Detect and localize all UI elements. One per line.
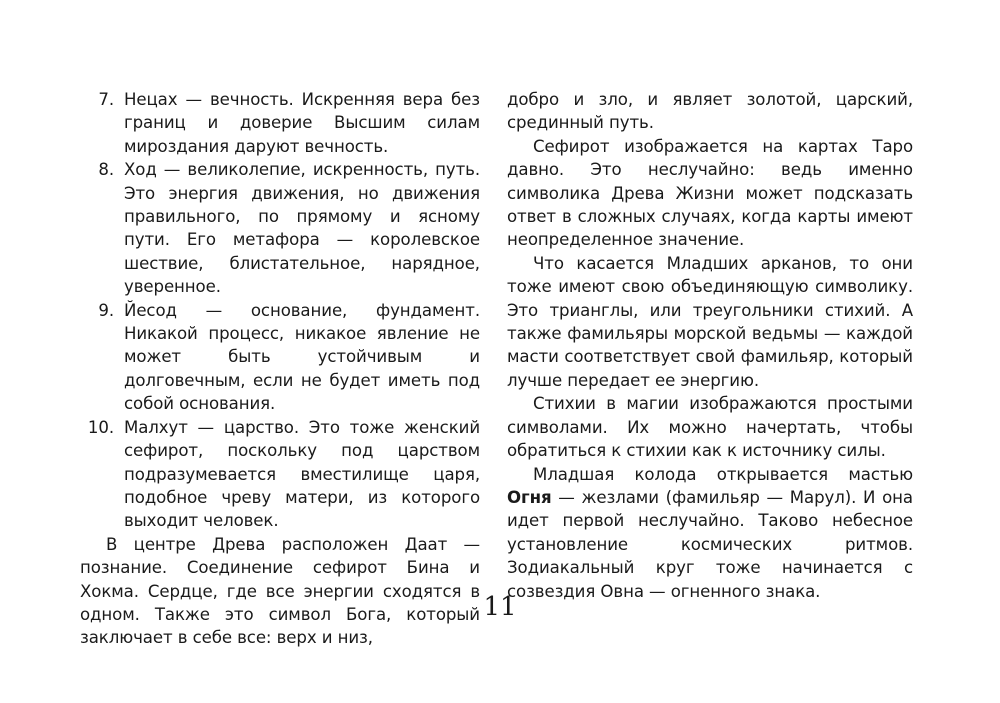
fire-suit-paragraph [507,463,913,603]
list-number: 10. [87,417,114,437]
fire-rest-text: — жезлами (фамильяр — Марул). И она идет первой неслучайно. Таково небесное установление космических ритмов. Зодиакальный круг тоже начинается с созвездия Овна — огненного знака. [507,487,913,601]
list-item [80,416,480,533]
list-number: 8. [98,160,114,180]
fire-bold-word: Огня [507,487,552,507]
list-number: 7. [98,90,114,109]
page-number: 11 [483,592,517,622]
tarot-paragraph: Сефирот изображается на картах Таро давно. Это неслучайно: ведь именно символика Древа Жизни может подсказать ответ в сложных случаях, когда карты имеют неопределенное значение. [507,136,913,250]
list-item [80,88,480,158]
daat-paragraph: В центре Древа расположен Даат — познание. Соединение сефирот Бина и Хокма. Сердце, где все энергии сходятся в одном. Также это символ Бога, который заключает в себе все: верх и низ, [80,534,480,648]
list-text: Йесод — основание, фундамент. Никакой процесс, никакое явление не может быть устойчивым и долговечным, если не будет иметь под собой основания. [124,300,480,414]
fire-intro-text: Младшая колода открывается мастью [533,464,913,484]
right-column [507,88,913,603]
list-text: Малхут — царство. Это тоже женский сефирот, поскольку под царством подразумевается вместилище царя, подобное чреву матери, из которого выходит человек. [124,417,480,531]
continuation-paragraph: добро и зло, и являет золотой, царский, срединный путь. [507,90,913,133]
list-item [80,158,480,298]
minor-arcana-paragraph: Что касается Младших арканов, то они тоже имеют свою объединяющую символику. Это трианглы, или треугольники стихий. А также фамильяры морской ведьмы — каждой масти соответствует свой фамильяр, который лучше передает ее энергию. [507,253,913,390]
list-number: 9. [98,300,114,320]
elements-paragraph: Стихии в магии изображаются простыми символами. Их можно начертать, чтобы обратиться к стихии как к источнику силы. [507,394,913,461]
list-text: Нецах — вечность. Искренняя вера без границ и доверие Высшим силам мироздания даруют вечность. [124,90,480,156]
list-text: Ход — великолепие, искренность, путь. Это энергия движения, но движения правильного, по прямому и ясному пути. Его метафора — королевское шествие, блистательное, нарядное, уверенное. [124,160,480,297]
left-column [80,88,480,650]
list-item [80,299,480,416]
